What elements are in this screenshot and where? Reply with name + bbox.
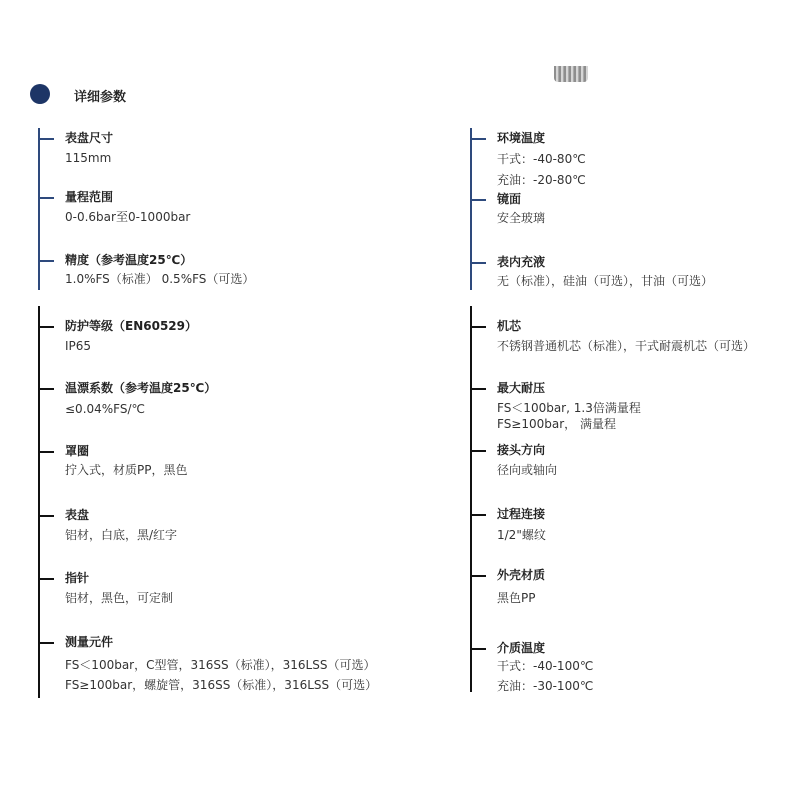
spec-label: 罩圈 [65,444,90,458]
spec-label: 防护等级（EN60529） [65,319,197,333]
spec-value: FS≥100bar， 满量程 [497,417,616,431]
group-rail [38,306,40,698]
tick-mark [38,578,54,580]
tick-mark [470,514,486,516]
spec-value: 拧入式，材质PP，黑色 [65,463,188,477]
tick-mark [470,199,486,201]
spec-value: 不锈钢普通机芯（标准），干式耐震机芯（可选） [497,339,756,353]
spec-value: 充油：-20-80℃ [497,173,586,187]
spec-value: 干式：-40-80℃ [497,152,586,166]
spec-value: FS＜100bar，C型管，316SS（标准），316LSS（可选） [65,658,376,672]
tick-mark [470,575,486,577]
spec-value: 黑色PP [497,591,536,605]
tick-mark [470,648,486,650]
tick-mark [470,326,486,328]
spec-value: ≤0.04%FS/℃ [65,402,146,416]
spec-value: 充油：-30-100℃ [497,679,594,693]
tick-mark [38,515,54,517]
tick-mark [38,197,54,199]
spec-value: 无（标准），硅油（可选），甘油（可选） [497,274,714,288]
section-title: 详细参数 [74,90,127,105]
spec-label: 量程范围 [65,190,114,204]
spec-label: 测量元件 [65,635,114,649]
spec-label: 温漂系数（参考温度25℃） [65,381,217,395]
spec-label: 精度（参考温度25℃） [65,253,193,267]
group-rail [38,128,40,290]
tick-mark [38,642,54,644]
bullet-dot-icon [30,84,50,104]
spec-value: 铝材，黑色，可定制 [65,591,174,605]
tick-mark [38,326,54,328]
spec-value: 干式：-40-100℃ [497,659,594,673]
spec-label: 接头方向 [497,443,546,457]
spec-label: 最大耐压 [497,381,546,395]
product-photo-edge [554,66,588,82]
spec-value: 1/2"螺纹 [497,528,546,542]
tick-mark [38,388,54,390]
tick-mark [470,450,486,452]
tick-mark [38,260,54,262]
spec-label: 外壳材质 [497,568,546,582]
group-rail [470,306,472,692]
spec-label: 环境温度 [497,131,546,145]
spec-value: 安全玻璃 [497,211,546,225]
spec-value: 径向或轴向 [497,463,558,477]
spec-label: 表内充液 [497,255,546,269]
spec-label: 表盘尺寸 [65,131,114,145]
spec-value: 铝材，白底，黑/红字 [65,528,178,542]
spec-value: FS＜100bar, 1.3倍满量程 [497,401,641,415]
tick-mark [470,138,486,140]
spec-label: 过程连接 [497,507,546,521]
group-rail [470,128,472,290]
spec-label: 机芯 [497,319,522,333]
tick-mark [470,388,486,390]
tick-mark [470,262,486,264]
spec-value: 115mm [65,151,112,165]
spec-value: 0-0.6bar至0-1000bar [65,210,191,224]
spec-label: 镜面 [497,192,522,206]
spec-label: 介质温度 [497,641,546,655]
spec-value: IP65 [65,339,92,353]
spec-value: FS≥100bar，螺旋管，316SS（标准），316LSS（可选） [65,678,378,692]
spec-label: 表盘 [65,508,90,522]
spec-label: 指针 [65,571,90,585]
spec-value: 1.0%FS（标准） 0.5%FS（可选） [65,272,255,286]
tick-mark [38,138,54,140]
tick-mark [38,451,54,453]
